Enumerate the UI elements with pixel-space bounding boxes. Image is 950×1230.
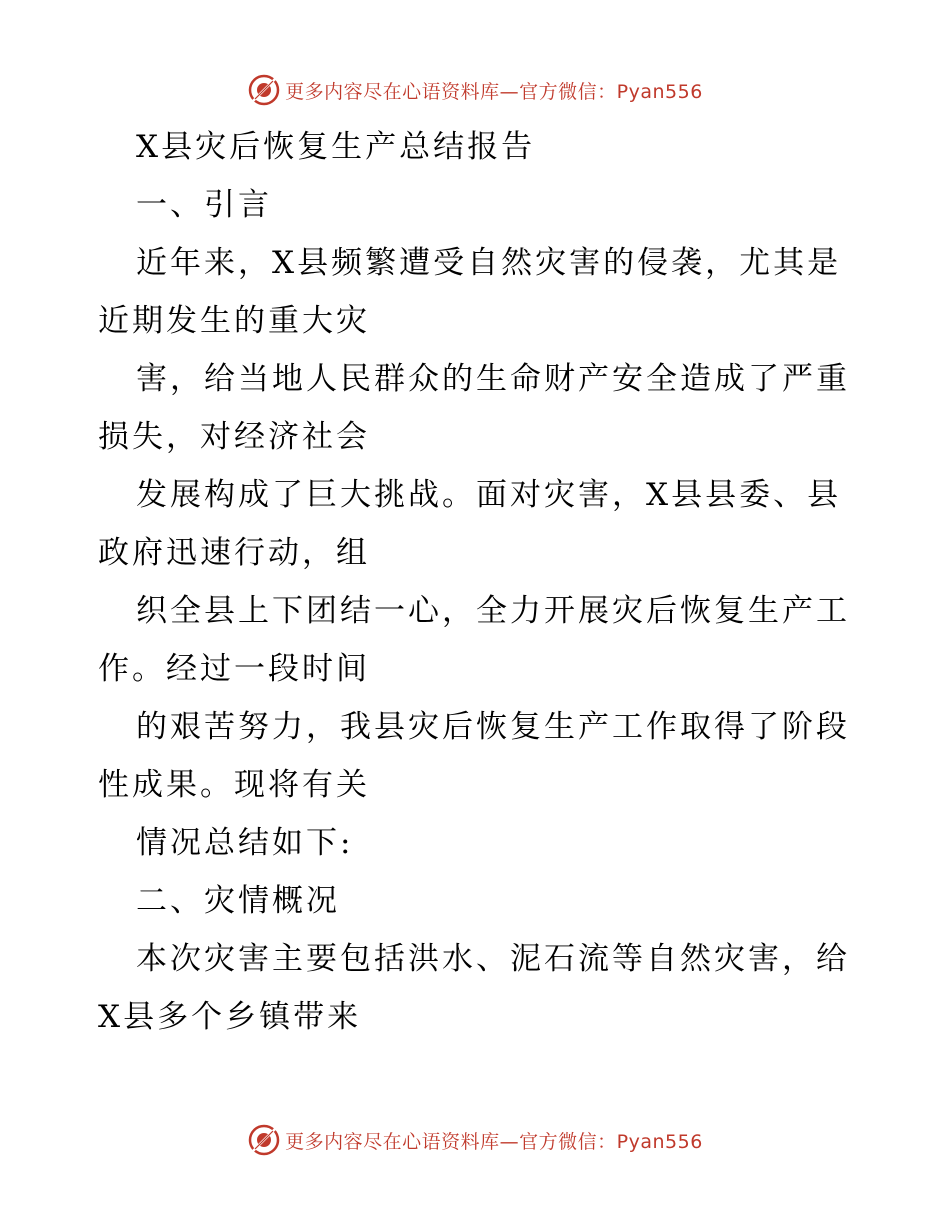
text-line: X县多个乡镇带来 [98,999,362,1035]
watermark-text: 更多内容尽在心语资料库—官方微信：Pyan556 [285,1130,703,1153]
text-line: 本次灾害主要包括洪水、泥石流等自然灾害，给 [136,941,850,977]
logo-icon [247,1123,281,1157]
text-line: 一、引言 [136,187,272,223]
text-line: 二、灾情概况 [136,883,340,919]
text-line: 作。经过一段时间 [98,651,370,687]
text-line: 近期发生的重大灾 [98,303,370,339]
watermark-footer [0,1120,950,1160]
text-line: 情况总结如下: [136,825,354,861]
text-line: X县灾后恢复生产总结报告 [136,129,536,165]
text-line: 织全县上下团结一心，全力开展灾后恢复生产工 [136,593,850,629]
text-line: 政府迅速行动，组 [98,535,370,571]
text-line: 性成果。现将有关 [98,767,370,803]
text-line: 近年来，X县频繁遭受自然灾害的侵袭，尤其是 [136,245,842,281]
document-body [98,118,858,1046]
watermark-text: 更多内容尽在心语资料库—官方微信：Pyan556 [285,80,703,103]
text-line: 发展构成了巨大挑战。面对灾害，X县县委、县 [136,477,842,513]
text-line: 害，给当地人民群众的生命财产安全造成了严重 [136,361,850,397]
text-line: 的艰苦努力，我县灾后恢复生产工作取得了阶段 [136,709,850,745]
logo-icon [247,73,281,107]
watermark-header [0,70,950,110]
text-line: 损失，对经济社会 [98,419,370,455]
